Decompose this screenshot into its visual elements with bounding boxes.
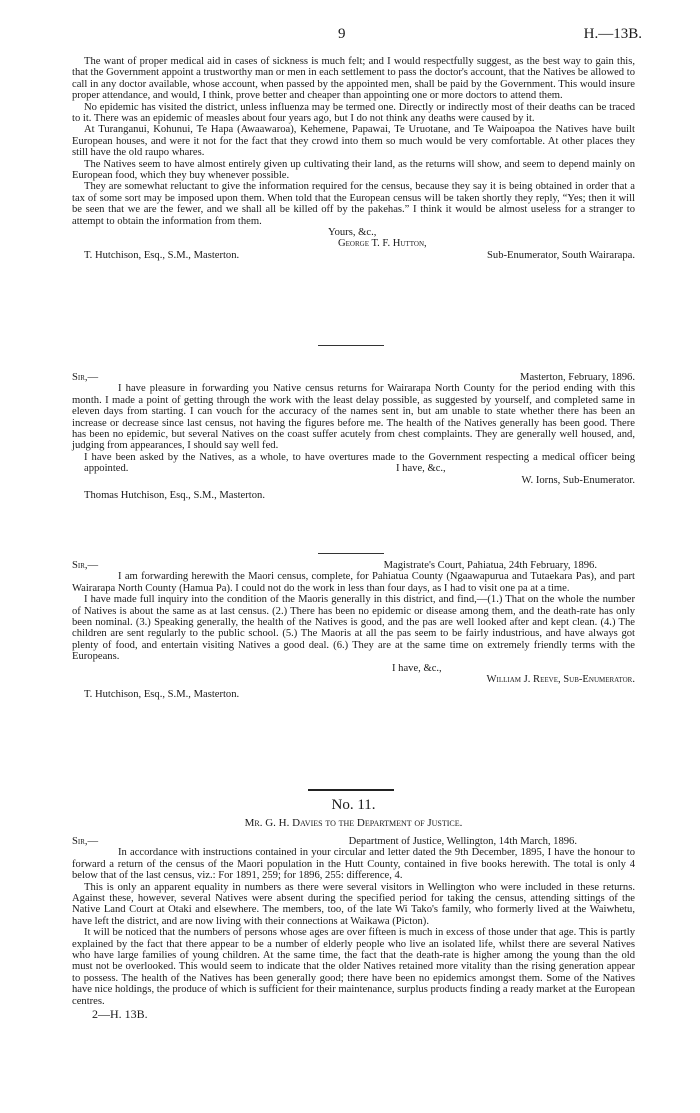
signer-role: Sub-Enumerator, South Wairarapa.	[487, 249, 635, 261]
addressee-row	[72, 490, 635, 501]
document-reference: H.—13B.	[583, 26, 642, 42]
salutation: Sir,—	[72, 372, 99, 383]
signature: W. Iorns, Sub-Enumerator.	[521, 474, 635, 486]
letter-davies	[72, 836, 635, 1020]
salutation-row	[72, 560, 635, 571]
signature: George T. F. Hutton,	[338, 238, 427, 250]
divider	[318, 345, 384, 346]
closing: I have, &c.,	[392, 662, 442, 674]
signature-mark-row	[72, 1009, 635, 1020]
paragraph: It will be noticed that the numbers of persons whose ages are over fifteen is much in excess of those under that age. This is partly explained by the fact that there appear to be a number of elderly people who live an isolated life, whilst there are several Natives who have large families of young children. At the same time, the fact that the death-rate is higher among the young than the old must not be overlooked. This would seem to indicate that the older Natives retained more vitality than the rising generation appear to possess. The health of the Natives has been generally good; there have been no epidemics amongst them. Some of the Natives have nice holdings, the produce of which is sufficient for their maintenance, surplus products finding a ready market at the European centres.	[72, 927, 635, 1007]
paragraph: They are somewhat reluctant to give the information required for the census, because they say it is being obtained in order that a tax of some sort may be imposed upon them. When told that the European census will be taken shortly they reply, “Yes; then it will be seen that we are the fewer, and we shall all be killed off by the pakehas.” I think it would be almost useless for a stranger to attempt to obtain the information from them.	[72, 181, 635, 227]
addressee: Thomas Hutchison, Esq., S.M., Masterton.	[84, 490, 265, 501]
paragraph: This is only an apparent equality in numbers as there were several visitors in Wellington who were included in these returns. Against these, however, several Natives were absent during the specified period for taking the census, attending sittings of the Native Land Court at Otaki and elsewhere. The members, too, of the late Wi Tako's family, who formerly lived at the Waiwhetu, have left the district, and are now living with their connections at Waikawa (Picton).	[72, 881, 635, 927]
signature-mark: 2—H. 13B.	[92, 1007, 148, 1022]
closing: I have, &c.,	[396, 463, 446, 475]
divider	[318, 553, 384, 554]
letter-hutton	[72, 56, 635, 261]
paragraph: The Natives seem to have almost entirely given up cultivating their land, as the returns will show, and seem to depend mainly on European food, which they buy whenever possible.	[72, 158, 635, 182]
page-number: 9	[338, 26, 346, 42]
closing-row	[72, 227, 635, 238]
paragraph: At Turanganui, Kohunui, Te Hapa (Awaawaroa), Kehemene, Papawai, Te Uruotane, and Te Waipoapoa the Natives have built European houses, and were it not for the fact that they crowd into them so much would be very comfortable. At other places they still have the old raupo whares.	[72, 124, 635, 159]
addressee-row	[72, 250, 635, 261]
addressee-row	[72, 689, 635, 700]
signature-row	[72, 674, 635, 685]
salutation: Sir,—	[72, 560, 99, 571]
signature-row	[72, 238, 635, 249]
paragraph: I have been asked by the Natives, as a whole, to have overtures made to the Government respecting a medical officer being appointed.	[84, 451, 635, 475]
addressee: T. Hutchison, Esq., S.M., Masterton.	[84, 249, 240, 261]
paragraph: In accordance with instructions contained in your circular and letter dated the 9th December, 1895, I have the honour to forward a return of the census of the Maori population in the Hutt County, contained in five books herewith. The total is only 4 below that of the last census, viz.: For 1891, 259; for 1896, 255: difference, 4.	[72, 847, 635, 882]
salutation-row	[72, 372, 635, 383]
closing-row	[72, 663, 635, 674]
addressee: T. Hutchison, Esq., S.M., Masterton.	[84, 689, 240, 701]
closing: Yours, &c.,	[328, 227, 377, 239]
dateline: Magistrate's Court, Pahiatua, 24th February, 1896.	[383, 560, 597, 571]
signature-row	[72, 475, 635, 486]
dateline: Department of Justice, Wellington, 14th March, 1896.	[348, 836, 577, 847]
paragraph: I have pleasure in forwarding you Native census returns for Wairarapa North County for the period ending with this month. I made a point of getting through the work with the least delay possible, as suggested by yourself, and completed same in eleven days from starting. I can vouch for the accuracy of the names sent in, but am unable to state whether there has been an increase or decrease since last census, not having the figures before me. The health of the Natives generally has been good. There has been no epidemic, but several Natives on the coast suffer acutely from chest complaints. They are generally well housed, and, judging from appearances, I should say well fed.	[72, 383, 635, 452]
paragraph: The want of proper medical aid in cases of sickness is much felt; and I would respectfully suggest, as the best way to gain this, that the Government appoint a trustworthy man or men in each settlement to pass the doctor's account, that the Natives be allowed to call in any doctor available, whose account, when passed by the appointed men, shall be paid by the Government. This would insure proper attendance, and would, I think, prove better and cheaper than appointing one or more doctors to attend them.	[72, 56, 635, 102]
signature: William J. Reeve, Sub-Enumerator.	[486, 674, 635, 686]
section-number: No. 11.	[331, 797, 376, 813]
paragraph: I have made full inquiry into the condition of the Maoris generally in this district, and find,—(1.) That on the whole the number of Natives is about the same as at last census. (2.) There has been no epidemic or disease among them, and the death-rate has only been nominal. (3.) Speaking generally, the health of the Natives is good, and the pas are well looked after and kept clean. (4.) The children are sent regularly to the public school. (5.) The Maoris at all the pas seem to be fairly industrious, and have always got plenty of food, and entertain visiting Natives a good deal. (6.) They are at the same time on extremely friendly terms with the Europeans.	[72, 594, 635, 663]
paragraph: I am forwarding herewith the Maori census, complete, for Pahiatua County (Ngaawapurua and Tutaekara Pas), and part Wairarapa North County (Hamua Pa). I could not do the work in less than four days, as I had to visit one pa at a time.	[72, 571, 635, 594]
dateline: Masterton, February, 1896.	[520, 372, 635, 383]
section-subtitle: Mr. G. H. Davies to the Department of Justice.	[244, 817, 463, 829]
section-divider	[308, 789, 394, 791]
letter-iorns	[72, 372, 635, 501]
salutation: Sir,—	[72, 836, 99, 847]
paragraph: No epidemic has visited the district, unless influenza may be termed one. Directly or indirectly most of their deaths can be traced to it. There was an epidemic of measles about four years ago, but I do not think any deaths were caused by it.	[72, 101, 635, 125]
salutation-row	[72, 836, 635, 847]
letter-reeve	[72, 560, 635, 701]
